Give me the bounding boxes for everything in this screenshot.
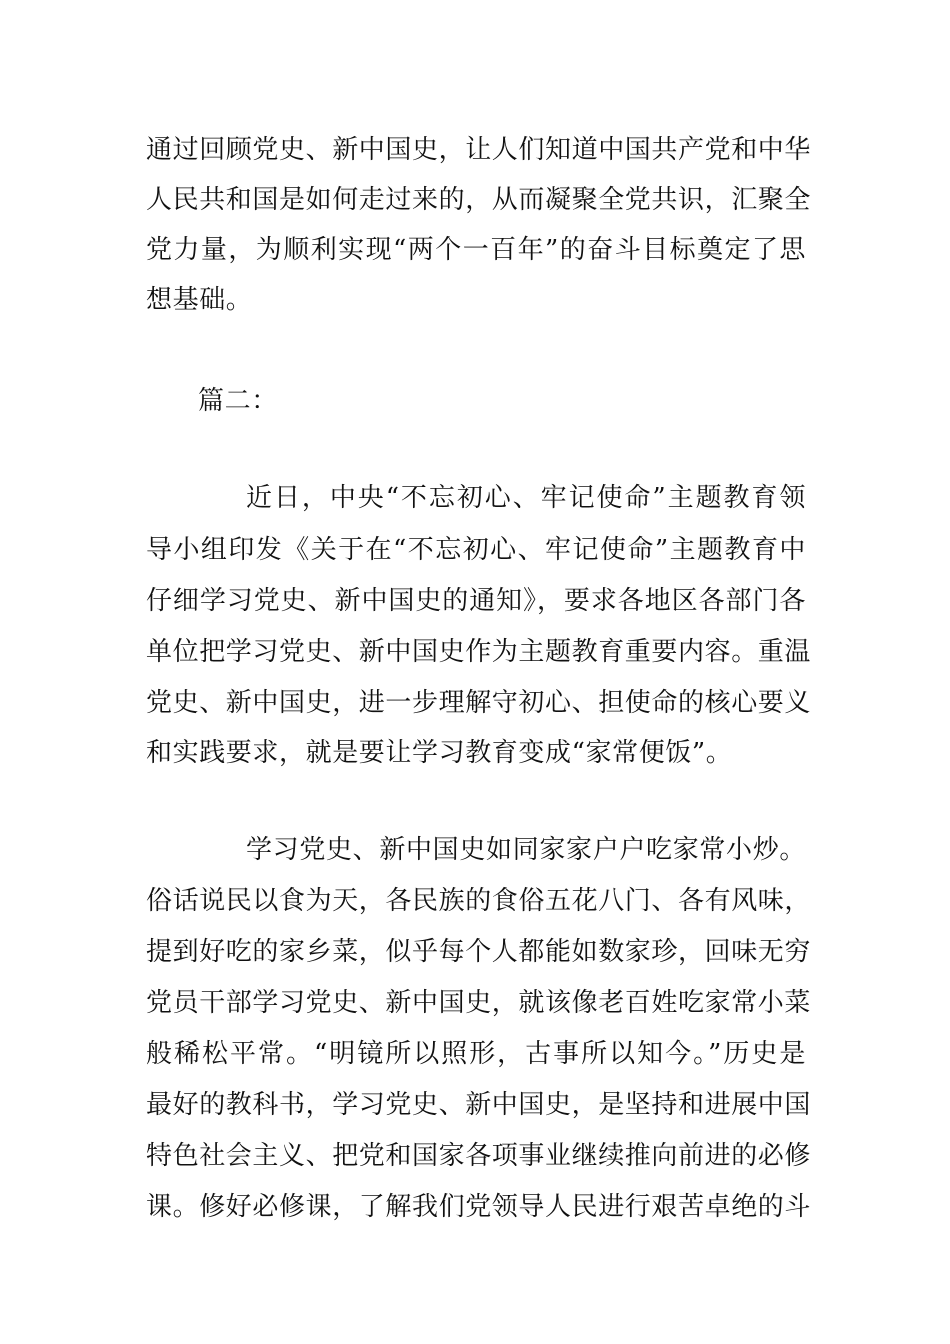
paragraph-1-line-4: 想基础。 [146,285,253,315]
paragraph-1-line-2: 人民共和国是如何走过来的，从而凝聚全党共识，汇聚全 [146,185,812,215]
paragraph-2-line-5: 党史、新中国史，进一步理解守初心、担使命的核心要义 [146,688,812,718]
paragraph-3-line-3: 提到好吃的家乡菜，似乎每个人都能如数家珍，回味无穷 [146,937,812,967]
paragraph-3-line-5: 般稀松平常。“明镜所以照形，古事所以知今。”历史是 [146,1039,806,1069]
paragraph-3-line-7: 特色社会主义、把党和国家各项事业继续推向前进的必修 [146,1141,812,1171]
paragraph-1-line-1: 通过回顾党史、新中国史，让人们知道中国共产党和中华 [146,135,812,165]
paragraph-3-line-4: 党员干部学习党史、新中国史，就该像老百姓吃家常小菜 [146,988,812,1018]
paragraph-3-line-6: 最好的教科书，学习党史、新中国史，是坚持和进展中国 [146,1090,812,1120]
paragraph-2-line-3: 仔细学习党史、新中国史的通知》，要求各地区各部门各 [146,586,806,616]
paragraph-2-line-1: 近日，中央“不忘初心、牢记使命”主题教育领 [246,483,806,513]
paragraph-3-line-2: 俗话说民以食为天，各民族的食俗五花八门、各有风味， [146,886,812,916]
paragraph-2-line-6: 和实践要求，就是要让学习教育变成“家常便饭”。 [146,738,733,768]
paragraph-3-line-1: 学习党史、新中国史如同家家户户吃家常小炒。 [246,835,806,865]
paragraph-2-line-2: 导小组印发《关于在“不忘初心、牢记使命”主题教育中 [146,535,806,565]
paragraph-1-line-3: 党力量，为顺利实现“两个一百年”的奋斗目标奠定了思 [146,235,806,265]
section-heading: 篇二： [198,386,278,416]
paragraph-3-line-8: 课。修好必修课，了解我们党领导人民进行艰苦卓绝的斗 [146,1192,812,1222]
paragraph-2-line-4: 单位把学习党史、新中国史作为主题教育重要内容。重温 [146,637,812,667]
